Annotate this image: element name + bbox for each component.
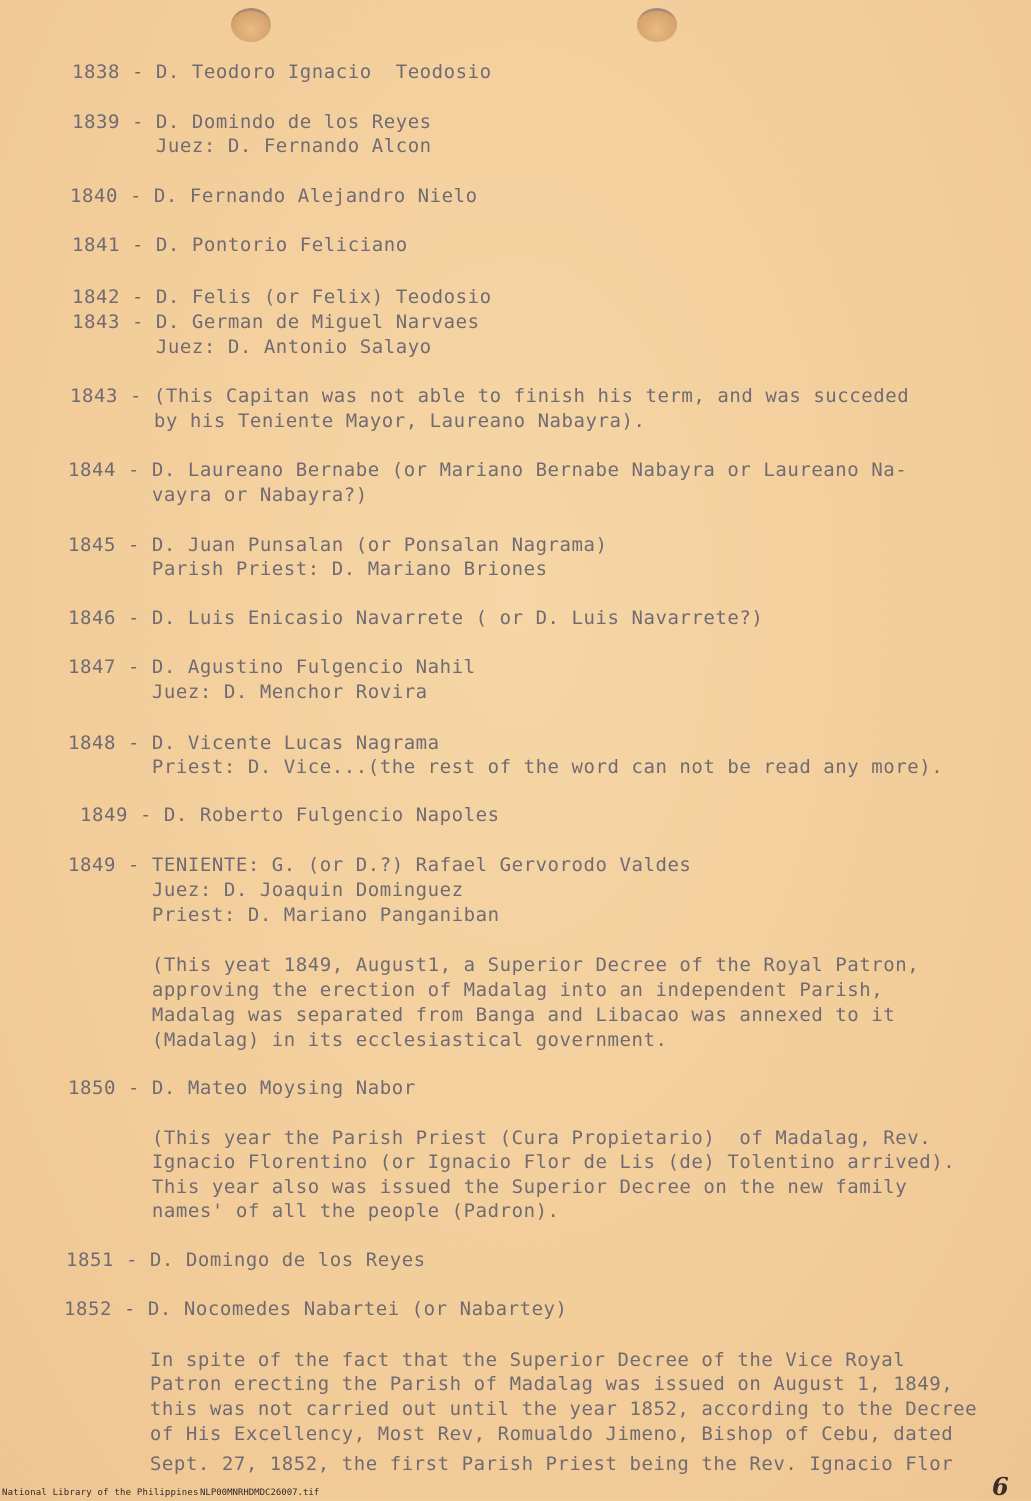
text-line: 1838 - D. Teodoro Ignacio Teodosio [72, 61, 492, 83]
text-line: 1850 - D. Mateo Moysing Nabor [68, 1077, 416, 1099]
text-line: Juez: D. Antonio Salayo [72, 336, 432, 358]
text-line: 1849 - D. Roberto Fulgencio Napoles [80, 804, 500, 826]
text-line: 1843 - D. German de Miguel Narvaes [72, 311, 480, 333]
text-line: Sept. 27, 1852, the first Parish Priest being the Rev. Ignacio Flor [66, 1453, 954, 1475]
text-line: Ignacio Florentino (or Ignacio Flor de Lis (de) Tolentino arrived). [68, 1151, 956, 1173]
text-line: In spite of the fact that the Superior Decree of the Vice Royal [66, 1349, 906, 1371]
text-line: 1851 - D. Domingo de los Reyes [66, 1249, 426, 1271]
punch-hole [231, 8, 271, 42]
text-line: 1852 - D. Nocomedes Nabartei (or Nabartey) [64, 1298, 568, 1320]
text-line: by his Teniente Mayor, Laureano Nabayra). [70, 410, 646, 432]
text-line: 1843 - (This Capitan was not able to finish his term, and was succeded [70, 385, 910, 407]
text-line: Priest: D. Vice...(the rest of the word can not be read any more). [68, 756, 944, 778]
archive-label: National Library of the Philippines [2, 1488, 199, 1498]
text-line: Juez: D. Menchor Rovira [68, 681, 428, 703]
text-line: Madalag was separated from Banga and Libacao was annexed to it [68, 1004, 896, 1026]
text-line: 1839 - D. Domindo de los Reyes [72, 111, 432, 133]
text-line: (This year the Parish Priest (Cura Propietario) of Madalag, Rev. [68, 1127, 932, 1149]
text-line: 1840 - D. Fernando Alejandro Nielo [70, 185, 478, 207]
text-line: vayra or Nabayra?) [68, 484, 368, 506]
punch-hole [637, 8, 677, 42]
text-line: (Madalag) in its ecclesiastical government. [68, 1029, 668, 1051]
text-line: Parish Priest: D. Mariano Briones [68, 558, 548, 580]
text-line: 1848 - D. Vicente Lucas Nagrama [68, 732, 440, 754]
page-number: 6 [992, 1472, 1009, 1501]
text-line: Priest: D. Mariano Panganiban [68, 904, 500, 926]
text-line: (This yeat 1849, August1, a Superior Decree of the Royal Patron, [68, 954, 920, 976]
text-line: This year also was issued the Superior Decree on the new family [68, 1176, 908, 1198]
text-line: names' of all the people (Padron). [68, 1200, 560, 1222]
text-line: approving the erection of Madalag into an independent Parish, [68, 979, 884, 1001]
text-line: of His Excellency, Most Rev, Romualdo Jimeno, Bishop of Cebu, dated [66, 1423, 954, 1445]
text-line: 1847 - D. Agustino Fulgencio Nahil [68, 656, 476, 678]
text-line: 1849 - TENIENTE: G. (or D.?) Rafael Gervorodo Valdes [68, 854, 692, 876]
text-line: 1846 - D. Luis Enicasio Navarrete ( or D. Luis Navarrete?) [68, 607, 764, 629]
text-line: Juez: D. Joaquin Dominguez [68, 879, 464, 901]
text-line: Patron erecting the Parish of Madalag was issued on August 1, 1849, [66, 1373, 954, 1395]
text-line: 1845 - D. Juan Punsalan (or Ponsalan Nagrama) [68, 534, 608, 556]
text-line: this was not carried out until the year 1852, according to the Decree [66, 1398, 978, 1420]
text-line: 1841 - D. Pontorio Feliciano [72, 234, 408, 256]
text-line: 1842 - D. Felis (or Felix) Teodosio [72, 286, 492, 308]
file-name: NLP00MNRHDMDC26007.tif [200, 1488, 320, 1498]
text-line: Juez: D. Fernando Alcon [72, 135, 432, 157]
text-line: 1844 - D. Laureano Bernabe (or Mariano Bernabe Nabayra or Laureano Na- [68, 459, 908, 481]
